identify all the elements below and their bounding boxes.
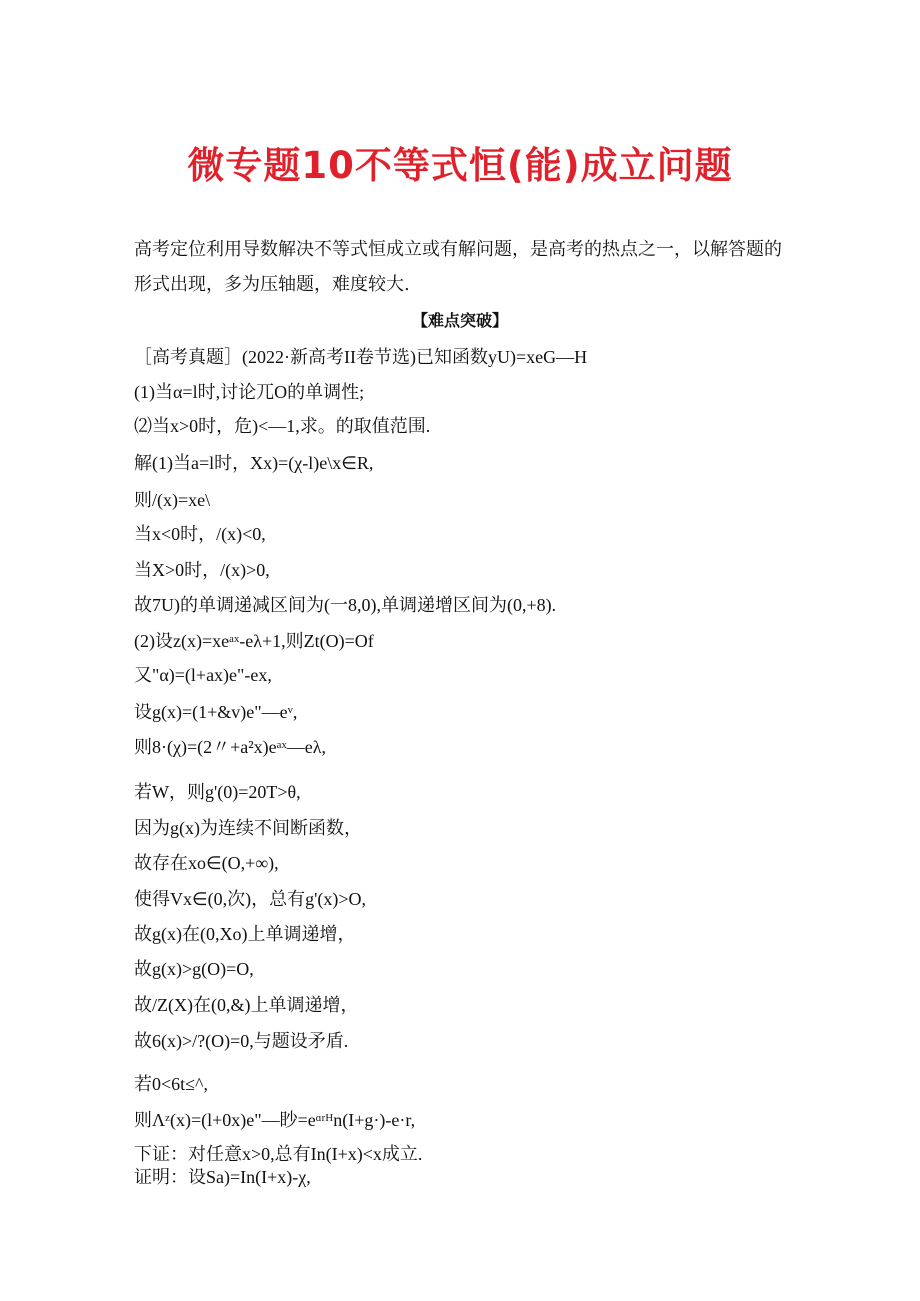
solution-line: 故6(x)>/?(O)=0,与题设矛盾. [134, 1031, 349, 1051]
solution-line: 又"α)=(l+ax)e"-ex, [134, 665, 272, 685]
solution-line: 则Λᶻ(x)=(l+0x)e"—眇=eᵅʳᴴn(I+g·)-e·r, [134, 1110, 416, 1130]
solution-line: 解(1)当a=l时，Xx)=(χ-l)e\x∈R, [134, 453, 374, 473]
problem-part-2: ⑵当x>0时，危)<—1,求。的取值范围. [134, 416, 431, 436]
solution-line: 证明：设Sa)=In(I+x)-χ, [134, 1167, 311, 1187]
solution-line: 设g(x)=(1+&v)e"—eᵛ, [134, 702, 298, 722]
solution-line: 当X>0时，/(x)>0, [134, 560, 270, 580]
document-title: 微专题10不等式恒(能)成立问题 [187, 144, 733, 187]
solution-line: 故存在xo∈(O,+∞), [134, 853, 279, 873]
solution-line: 因为g(x)为连续不间断函数， [134, 818, 362, 838]
solution-line: 故g(x)在(0,Xo)上单调递增， [134, 924, 356, 944]
intro-paragraph: 高考定位利用导数解决不等式恒成立或有解问题，是高考的热点之一，以解答题的形式出现，多为压轴题，难度较大. [134, 239, 782, 295]
problem-part-1: (1)当α=l时,讨论兀O的单调性; [134, 382, 365, 402]
solution-line: (2)设z(x)=xeᵃˣ-eλ+1,则Zt(O)=Of [134, 631, 374, 651]
solution-line: 故/Z(X)在(0,&)上单调递增， [134, 995, 359, 1015]
solution-line: 若0<6t≤^, [134, 1074, 208, 1094]
solution-line: 使得Vx∈(0,次)，总有g'(x)>O, [134, 889, 367, 909]
solution-line: 故g(x)>g(O)=O, [134, 959, 254, 979]
solution-line: 故7U)的单调递减区间为(一8,0),单调递增区间为(0,+8). [134, 595, 557, 615]
solution-line: 当x<0时，/(x)<0, [134, 524, 266, 544]
section-heading: 【难点突破】 [411, 311, 508, 330]
solution-line: 则8·(χ)=(2〃+a²x)eᵃˣ—eλ, [134, 737, 326, 757]
solution-line: 若W，则g'(0)=20T>θ, [134, 782, 301, 802]
solution-line: 下证：对任意x>0,总有In(I+x)<x成立. [134, 1144, 423, 1164]
problem-statement: ［高考真题］(2022·新高考II卷节选)已知函数yU)=xeG—H [134, 347, 588, 367]
solution-line: 则/(x)=xe\ [134, 490, 211, 510]
